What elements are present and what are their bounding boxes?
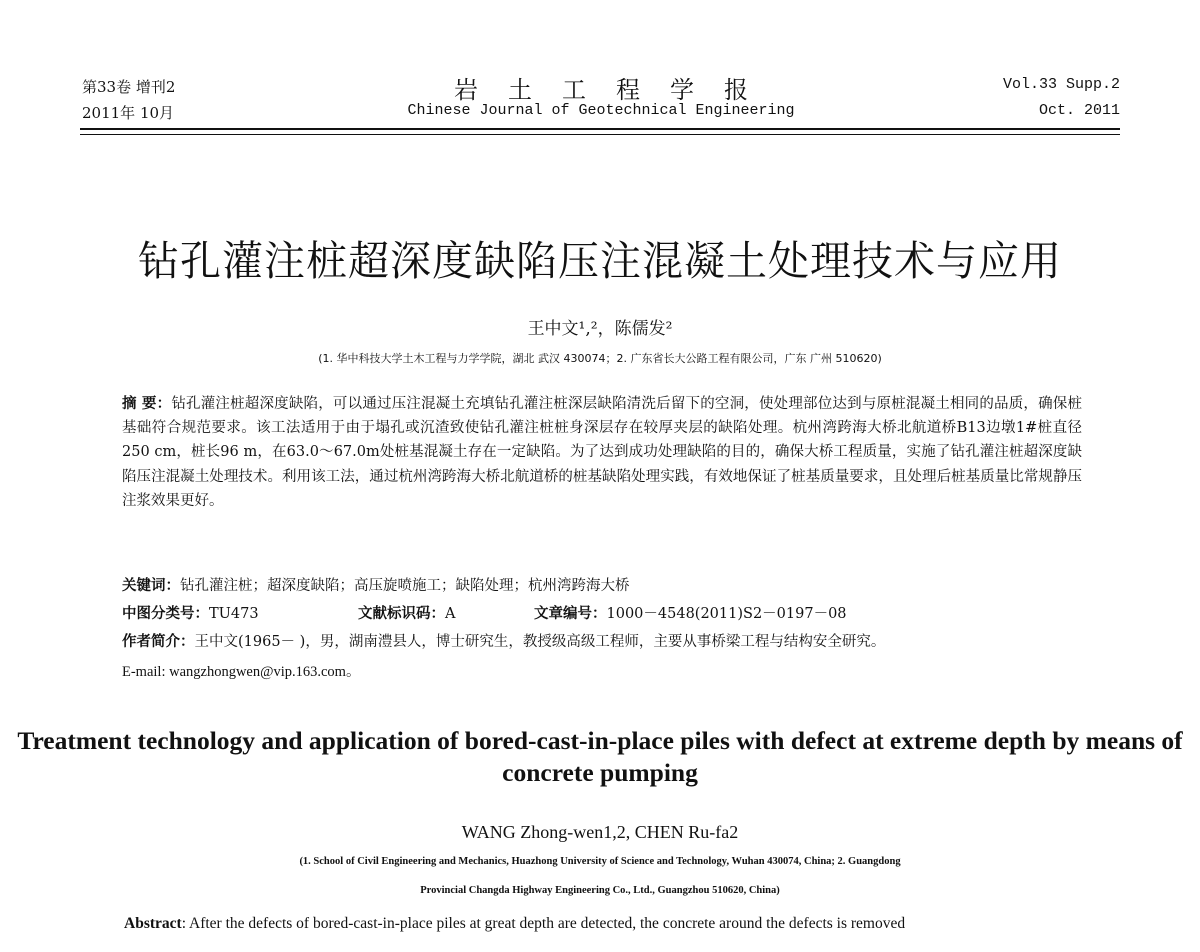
abstract-label-cn: 摘 要： xyxy=(122,395,172,412)
abstract-text-en: : After the defects of bored-cast-in-place piles at great depth are detected, the concrete around the defects is removed xyxy=(181,915,906,932)
doc-code-label: 文献标识码： xyxy=(358,605,445,622)
affiliation-en-line1: (1. School of Civil Engineering and Mechanics, Huazhong University of Science and Technology, Wuhan 430074, China; 2. Guangdong xyxy=(299,856,901,867)
abstract-text-cn: 钻孔灌注桩超深度缺陷，可以通过压注混凝土充填钻孔灌注桩深层缺陷清洗后留下的空洞，使处理部位达到与原桩混凝土相同的品质，确保桩基础符合规范要求。该工法适用于由于塌孔或沉渣致使钻孔灌注桩桩身深层存在较厚夹层的缺陷处理。杭州湾跨海大桥北航道桥B13边墩1#桩直径250 cm，桩长96 m，在63.0～67.0m处桩基混凝土存在一定缺陷。为了达到成功处理缺陷的目的，确保大桥工程质量，实施了钻孔灌注桩超深度缺陷压注混凝土处理技术。利用该工法，通过杭州湾跨海大桥北航道桥的桩基缺陷处理实践，有效地保证了桩基质量要求，且处理后桩基质量比常规静压注浆效果更好。 xyxy=(122,396,1082,509)
article-no-value: 1000－4548(2011)S2－0197－08 xyxy=(606,606,847,622)
bio-text: 王中文(1965－ )，男，湖南澧县人，博士研究生，教授级高级工程师，主要从事桥梁工程与结构安全研究。 xyxy=(194,634,886,650)
authors-en: WANG Zhong-wen1,2, CHEN Ru-fa2 xyxy=(461,822,739,842)
bio-label: 作者简介： xyxy=(122,633,195,650)
author-bio xyxy=(122,630,1082,651)
journal-header xyxy=(82,74,1120,126)
journal-name-en: Chinese Journal of Geotechnical Engineering xyxy=(407,102,795,119)
date-cn: 2011年 10月 xyxy=(82,104,175,122)
doc-code-value: A xyxy=(445,606,456,622)
keywords-text: 钻孔灌注桩；超深度缺陷；高压旋喷施工；缺陷处理；杭州湾跨海大桥 xyxy=(180,578,630,594)
keywords-label: 关键词： xyxy=(122,577,180,594)
affiliation-en-line2: Provincial Changda Highway Engineering Co., Ltd., Guangzhou 510620, China) xyxy=(420,885,780,896)
abstract-en xyxy=(124,915,1086,933)
article-title-en: Treatment technology and application of bored-cast-in-place piles with defect at extreme depth by means of concrete pumping xyxy=(17,726,1183,787)
journal-name-cn: 岩土工程学报 xyxy=(454,76,778,104)
affiliation-cn: (1. 华中科技大学土木工程与力学学院，湖北 武汉 430074；2. 广东省长大公路工程有限公司，广东 广州 510620) xyxy=(318,352,882,365)
header-rule-thin xyxy=(80,134,1120,135)
volume-en: Vol.33 Supp.2 xyxy=(1002,76,1120,93)
keywords xyxy=(122,574,1082,595)
author-email: E-mail: wangzhongwen@vip.163.com。 xyxy=(122,664,361,680)
abstract-label-en: Abstract xyxy=(124,915,182,932)
abstract-cn xyxy=(122,392,1082,513)
header-rule-thick xyxy=(80,128,1120,130)
clc-value: TU473 xyxy=(209,606,259,622)
article-title-cn: 钻孔灌注桩超深度缺陷压注混凝土处理技术与应用 xyxy=(138,237,1062,285)
authors-cn: 王中文¹,²，陈儒发² xyxy=(527,319,673,339)
article-no-label: 文章编号： xyxy=(534,605,607,622)
classification-row xyxy=(122,602,1082,623)
clc-label: 中图分类号： xyxy=(122,605,209,622)
volume-cn: 第33卷 增刊2 xyxy=(82,78,176,96)
date-en: Oct. 2011 xyxy=(1038,102,1120,119)
